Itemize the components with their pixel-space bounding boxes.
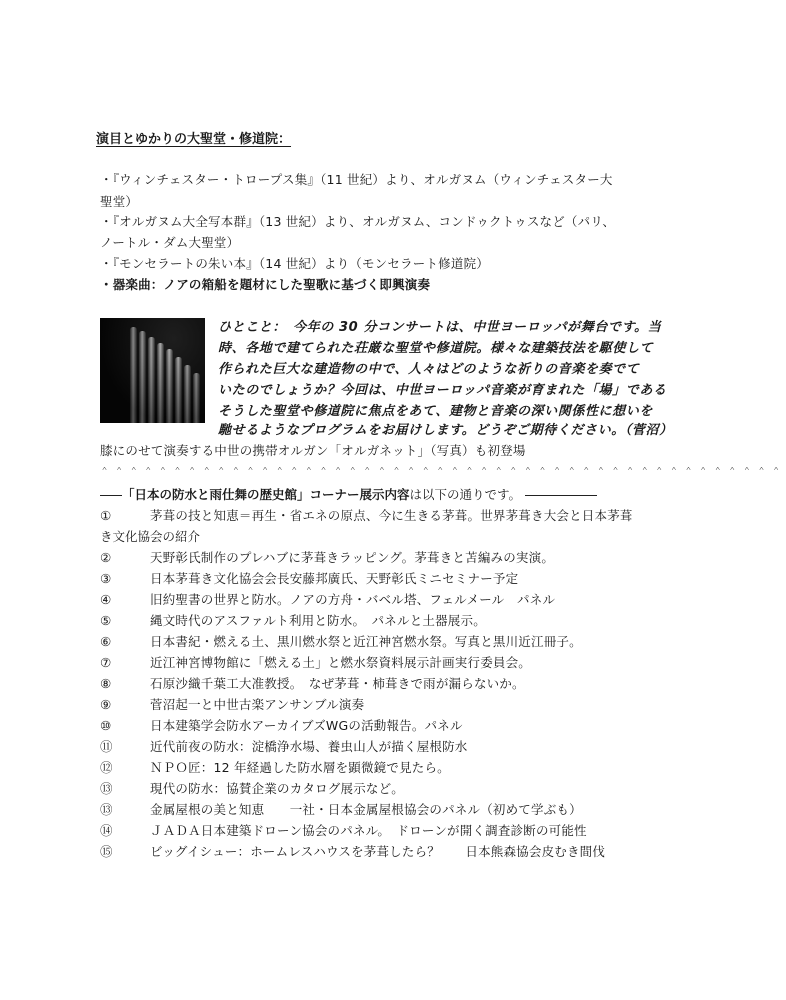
item-number: ② xyxy=(100,550,112,565)
hitokoto-line: 馳せるようなプログラムをお届けします。どうぞご期待ください。（菅沼） xyxy=(218,423,673,438)
item-number: ① xyxy=(100,508,112,523)
item-number: ⑭ xyxy=(100,823,113,838)
item-number: ⑨ xyxy=(100,697,112,712)
program-line: 聖堂） xyxy=(100,194,139,209)
item-text: 茅葺の技と知恵＝再生・省エネの原点、今に生きる茅葺。世界茅葺き大会と日本茅葺 xyxy=(150,508,633,523)
program-line: ・『モンセラートの朱い本』（14 世紀）より（モンセラート修道院） xyxy=(100,256,489,271)
item-number: ⑫ xyxy=(100,760,113,775)
program-heading: 演目とゆかりの大聖堂・修道院： xyxy=(96,132,292,147)
hitokoto-line: 時、各地で建てられた荘厳な聖堂や修道院。様々な建築技法を駆使して xyxy=(218,341,654,356)
organetto-note: 膝にのせて演奏する中世の携帯オルガン「オルガネット」（写真）も初登場 xyxy=(100,443,526,458)
item-number: ⑬ xyxy=(100,802,113,817)
hitokoto-line: 作られた巨大な建造物の中で、人々はどのような祈りの音楽を奏でて xyxy=(218,362,640,377)
item-text: 近代前夜の防水：淀橋浄水場、養虫山人が描く屋根防水 xyxy=(150,739,468,754)
item-text: 日本建築学会防水アーカイブズWGの活動報告。パネル xyxy=(150,718,463,733)
item-number: ⑤ xyxy=(100,613,112,628)
item-number: ⑦ xyxy=(100,655,112,670)
exhibit-title-bold: 「日本の防水と雨仕舞の歴史館」コーナー展示内容 xyxy=(122,487,410,502)
organetto-photo xyxy=(100,318,205,423)
item-number: ⑬ xyxy=(100,781,113,796)
item-number: ⑧ xyxy=(100,676,112,691)
item-number: ③ xyxy=(100,571,112,586)
exhibit-section-title xyxy=(100,485,597,503)
item-number: ④ xyxy=(100,592,112,607)
item-text: 縄文時代のアスファルト利用と防水。 パネルと土器展示。 xyxy=(150,613,486,628)
item-text: ＪＡＤＡ日本建築ドローン協会のパネル。 ドローンが開く調査診断の可能性 xyxy=(150,823,587,838)
item-text: 石原沙織千葉工大准教授。 なぜ茅葺・柿葺きで雨が漏らないか。 xyxy=(150,676,525,691)
item-number: ⑩ xyxy=(100,718,112,733)
item-text: 日本書紀・燃える土、黒川燃水祭と近江神宮燃水祭。写真と黒川近江冊子。 xyxy=(150,634,582,649)
program-line: ・『オルガヌム大全写本群』（13 世紀）より、オルガヌム、コンドゥクトゥスなど（パリ、 xyxy=(100,214,616,229)
exhibit-title-rest: は以下の通りです。 xyxy=(409,487,522,502)
item-number: ⑪ xyxy=(100,739,113,754)
hitokoto-line: いたのでしょうか？今回は、中世ヨーロッパ音楽が育まれた「場」である xyxy=(218,383,667,398)
program-line: ・『ウィンチェスター・トロープス集』（11 世紀）より、オルガヌム（ウィンチェスター大 xyxy=(100,172,613,187)
title-rule-right xyxy=(525,495,597,496)
item-text: 現代の防水：協賛企業のカタログ展示など。 xyxy=(150,781,405,796)
item-text: 天野彰氏制作のプレハブに茅葺きラッピング。茅葺きと苫編みの実演。 xyxy=(150,550,555,565)
item-text: 金属屋根の美と知恵 一社・日本金属屋根協会のパネル（初めて学ぶも） xyxy=(150,802,582,817)
item-text: 日本茅葺き文化協会会長安藤邦廣氏、天野彰氏ミニセミナー予定 xyxy=(150,571,519,586)
hitokoto-line: そうした聖堂や修道院に焦点をあて、建物と音楽の深い関係性に想いを xyxy=(218,404,653,419)
item-text: ＮＰＯ匠：12 年経過した防水層を顕微鏡で見たら。 xyxy=(150,760,450,775)
program-line: ・器楽曲：ノアの箱船を題材にした聖歌に基づく即興演奏 xyxy=(100,277,431,292)
hitokoto-line: ひとこと： 今年の 30 分コンサートは、中世ヨーロッパが舞台です。当 xyxy=(218,320,662,335)
item-text: ビッグイシュー：ホームレスハウスを茅葺したら？ 日本熊森協会皮むき間伐 xyxy=(150,844,606,859)
item-number: ⑥ xyxy=(100,634,112,649)
item-continuation: き文化協会の紹介 xyxy=(100,529,201,544)
caret-divider: ＾＾＾＾＾＾＾＾＾＾＾＾＾＾＾＾＾＾＾＾＾＾＾＾＾＾＾＾＾＾＾＾＾＾＾＾＾＾＾＾＾＾＾＾＾＾＾ xyxy=(100,465,786,475)
item-text: 旧約聖書の世界と防水。ノアの方舟・バベル塔、フェルメール パネル xyxy=(150,592,556,607)
item-number: ⑮ xyxy=(100,844,113,859)
item-text: 近江神宮博物館に「燃える土」と燃水祭資料展示計画実行委員会。 xyxy=(150,655,532,670)
title-rule-left xyxy=(100,495,122,496)
item-text: 菅沼起一と中世古楽アンサンブル演奏 xyxy=(150,697,365,712)
program-line: ノートル・ダム大聖堂） xyxy=(100,235,240,250)
